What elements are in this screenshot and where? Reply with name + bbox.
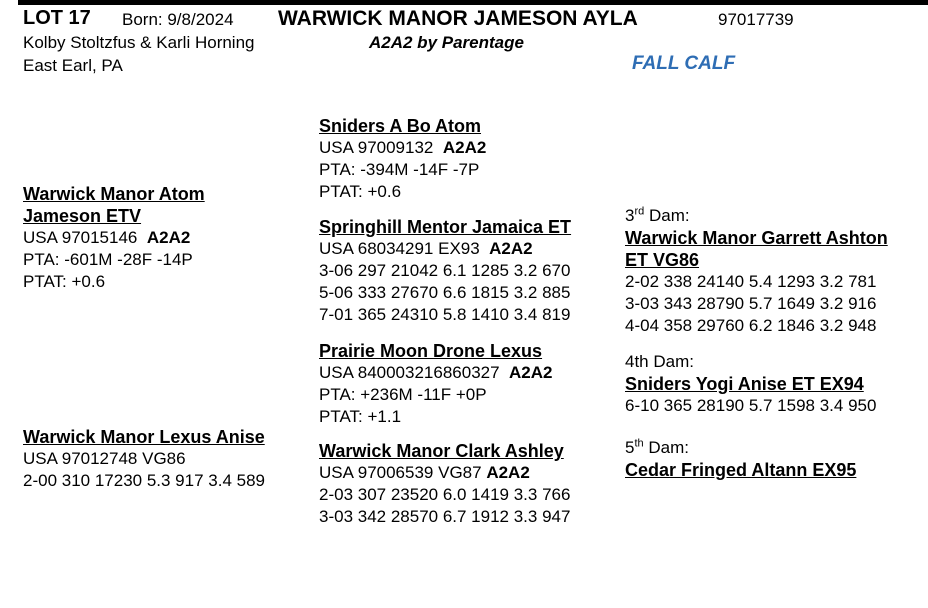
sire-dam-record-3: 7-01 365 24310 5.8 1410 3.4 819 (319, 305, 571, 324)
third-dam-label: 3rd Dam: (625, 205, 690, 225)
third-dam-name-line2: ET VG86 (625, 250, 700, 270)
third-dam-record-3: 4-04 358 29760 6.2 1846 3.2 948 (625, 316, 877, 335)
dam-dam-name: Warwick Manor Clark Ashley (319, 441, 564, 461)
sire-dam-record-2: 5-06 333 27670 6.6 1815 3.2 885 (319, 283, 571, 302)
a2-status: A2A2 by Parentage (369, 33, 524, 52)
owners: Kolby Stoltzfus & Karli Horning (23, 33, 255, 52)
fourth-dam-label: 4th Dam: (625, 352, 694, 371)
sire-dam-name: Springhill Mentor Jamaica ET (319, 217, 572, 237)
sire-ptat: PTAT: +0.6 (23, 272, 106, 291)
fourth-dam-block (625, 351, 876, 417)
sire-registration: USA 97015146 A2A2 (23, 228, 191, 247)
dam-name: Warwick Manor Lexus Anise (23, 427, 265, 447)
sire-name-line1: Warwick Manor Atom (23, 184, 205, 204)
sire-sire-pta: PTA: -394M -14F -7P (319, 160, 480, 179)
sire-sire-block (319, 115, 486, 203)
top-rule (18, 0, 928, 5)
sire-name-line2: Jameson ETV (23, 206, 142, 226)
dam-sire-pta: PTA: +236M -11F +0P (319, 385, 487, 404)
lot-number: LOT 17 (23, 7, 91, 29)
sire-pta: PTA: -601M -28F -14P (23, 250, 193, 269)
fifth-dam-name: Cedar Fringed Altann EX95 (625, 460, 857, 480)
dam-registration: USA 97012748 VG86 (23, 449, 186, 468)
sire-dam-record-1: 3-06 297 21042 6.1 1285 3.2 670 (319, 261, 571, 280)
dam-sire-name: Prairie Moon Drone Lexus (319, 341, 543, 361)
third-dam-record-2: 3-03 343 28790 5.7 1649 3.2 916 (625, 294, 877, 313)
dam-dam-registration: USA 97006539 VG87 A2A2 (319, 463, 530, 482)
animal-title: WARWICK MANOR JAMESON AYLA (278, 7, 638, 30)
location: East Earl, PA (23, 56, 123, 75)
third-dam-name-line1: Warwick Manor Garrett Ashton (625, 228, 888, 248)
sire-block (23, 183, 205, 293)
dam-block (23, 426, 265, 492)
dam-dam-record-1: 2-03 307 23520 6.0 1419 3.3 766 (319, 485, 571, 504)
dam-dam-record-2: 3-03 342 28570 6.7 1912 3.3 947 (319, 507, 571, 526)
sire-sire-registration: USA 97009132 A2A2 (319, 138, 487, 157)
sire-dam-block (319, 216, 571, 326)
fourth-dam-record: 6-10 365 28190 5.7 1598 3.4 950 (625, 396, 877, 415)
fourth-dam-name: Sniders Yogi Anise ET EX94 (625, 374, 864, 394)
sire-sire-name: Sniders A Bo Atom (319, 116, 482, 136)
dam-sire-block (319, 340, 552, 428)
dam-dam-block (319, 440, 570, 528)
third-dam-block (625, 205, 888, 337)
category-badge: FALL CALF (632, 53, 736, 74)
dam-record: 2-00 310 17230 5.3 917 3.4 589 (23, 471, 265, 490)
third-dam-record-1: 2-02 338 24140 5.4 1293 3.2 781 (625, 272, 877, 291)
registration-number: 97017739 (718, 10, 794, 29)
sire-sire-ptat: PTAT: +0.6 (319, 182, 402, 201)
birth-date: Born: 9/8/2024 (122, 10, 234, 29)
sire-dam-registration: USA 68034291 EX93 A2A2 (319, 239, 533, 258)
fifth-dam-block (625, 437, 856, 481)
dam-sire-registration: USA 840003216860327 A2A2 (319, 363, 553, 382)
fifth-dam-label: 5th Dam: (625, 437, 689, 457)
dam-sire-ptat: PTAT: +1.1 (319, 407, 402, 426)
